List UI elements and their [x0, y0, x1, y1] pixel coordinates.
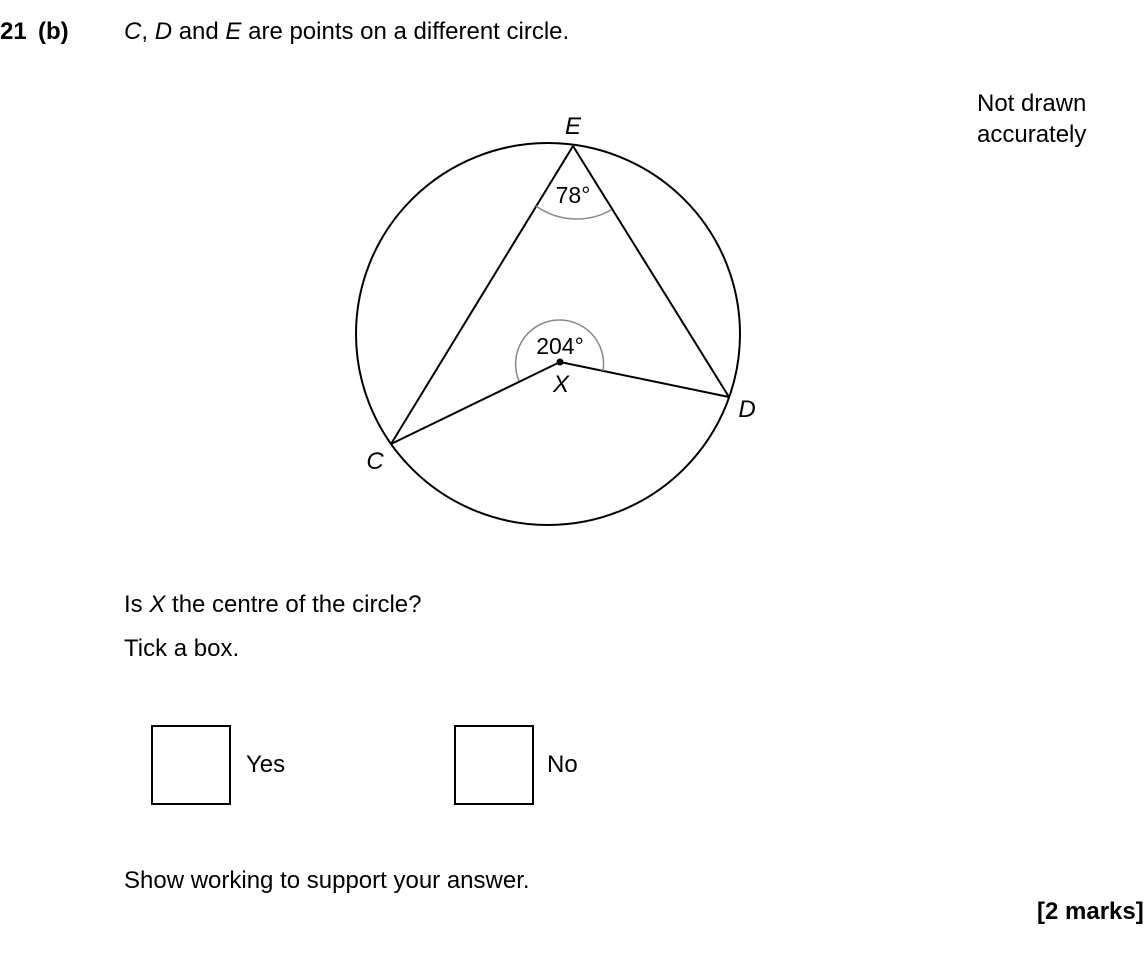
point-d-label: D: [154, 18, 173, 45]
angle-x-label: 204°: [536, 333, 584, 359]
prompt-after: the centre of the circle?: [165, 591, 422, 618]
question-number: 21: [0, 18, 27, 45]
prompt-before: Is: [124, 591, 150, 618]
label-e: E: [564, 113, 582, 140]
question-prompt: [124, 591, 422, 619]
yes-label: Yes: [246, 751, 286, 778]
question-part: (b): [38, 18, 69, 45]
note-line-2: accurately: [977, 121, 1087, 148]
note-line-1: Not drawn: [977, 90, 1087, 117]
chord-ed: [573, 146, 729, 397]
prompt-var: X: [149, 591, 166, 618]
angle-e-label: 78°: [555, 182, 591, 208]
label-x: X: [552, 371, 570, 398]
no-label: No: [547, 751, 578, 778]
segment-xd: [560, 362, 729, 397]
point-c-label: C: [124, 18, 142, 45]
working-prompt: Show working to support your answer.: [124, 867, 530, 894]
label-d: D: [738, 396, 756, 423]
point-e-label: E: [225, 18, 242, 45]
marks-label: [2 marks]: [1037, 898, 1144, 925]
yes-checkbox[interactable]: [151, 725, 231, 805]
stem-separator: ,: [141, 18, 155, 45]
no-checkbox[interactable]: [454, 725, 534, 805]
label-c: C: [366, 448, 384, 475]
instruction-text: Tick a box.: [124, 635, 240, 662]
stem-and: and: [172, 18, 226, 45]
stem-rest: are points on a different circle.: [241, 18, 570, 45]
point-x-dot: [557, 359, 564, 366]
